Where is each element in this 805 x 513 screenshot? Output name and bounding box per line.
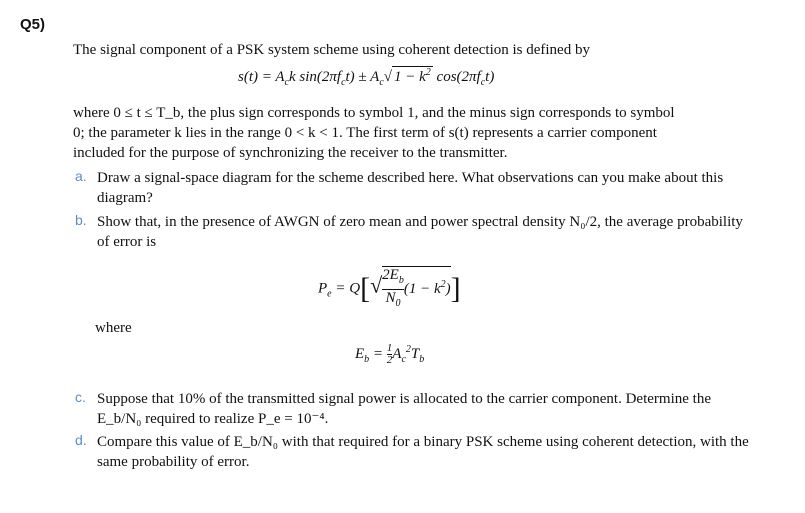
signal-equation: $s(t) = A_ck$ $\sin(2\pi f_ct) \pm A_c√$ $1 - k^2$ $\cos(2\pi f_ct)$ xyxy=(238,67,495,88)
where-line-2: 0; the parameter k lies in the range 0 < k < 1. The first term of s(t) represents a carrier component xyxy=(73,125,657,141)
item-c-label: c. xyxy=(75,389,86,405)
where-label: where xyxy=(95,320,132,336)
where-line-3: included for the purpose of synchronizing the receiver to the transmitter. xyxy=(73,145,508,161)
question-number: Q5) xyxy=(20,16,46,33)
intro-text: The signal component of a PSK system scheme using coherent detection is defined by xyxy=(73,42,590,58)
item-c-text: Suppose that 10% of the transmitted signal power is allocated to the carrier component. Determine the E_b/N₀ required to realize P_e = 10⁻⁴. xyxy=(97,391,711,427)
pe-equation: $P_e = Q[√$ $\frac{2E_b}{N_0}$ $(1 - k^2)$] xyxy=(318,266,461,312)
item-a-label: a. xyxy=(75,168,87,184)
item-a-text: Draw a signal-space diagram for the scheme described here. What observations can you make about this diagram? xyxy=(97,170,724,206)
where-paragraph xyxy=(73,103,793,163)
item-d-text: Compare this value of E_b/N₀ with that required for a binary PSK scheme using coherent detection, with the same probability of error. xyxy=(97,434,749,470)
item-d-label: d. xyxy=(75,432,87,448)
eb-equation: $E_b$ = $\frac{1}{2}$ $A_c^2T_b$ xyxy=(355,342,425,366)
item-b-text: Show that, in the presence of AWGN of zero mean and power spectral density N₀/2, the average probability of error is xyxy=(97,214,743,250)
where-line-1: where 0 ≤ t ≤ T_b, the plus sign corresponds to symbol 1, and the minus sign corresponds to symbol xyxy=(73,105,675,121)
item-b-label: b. xyxy=(75,212,87,228)
